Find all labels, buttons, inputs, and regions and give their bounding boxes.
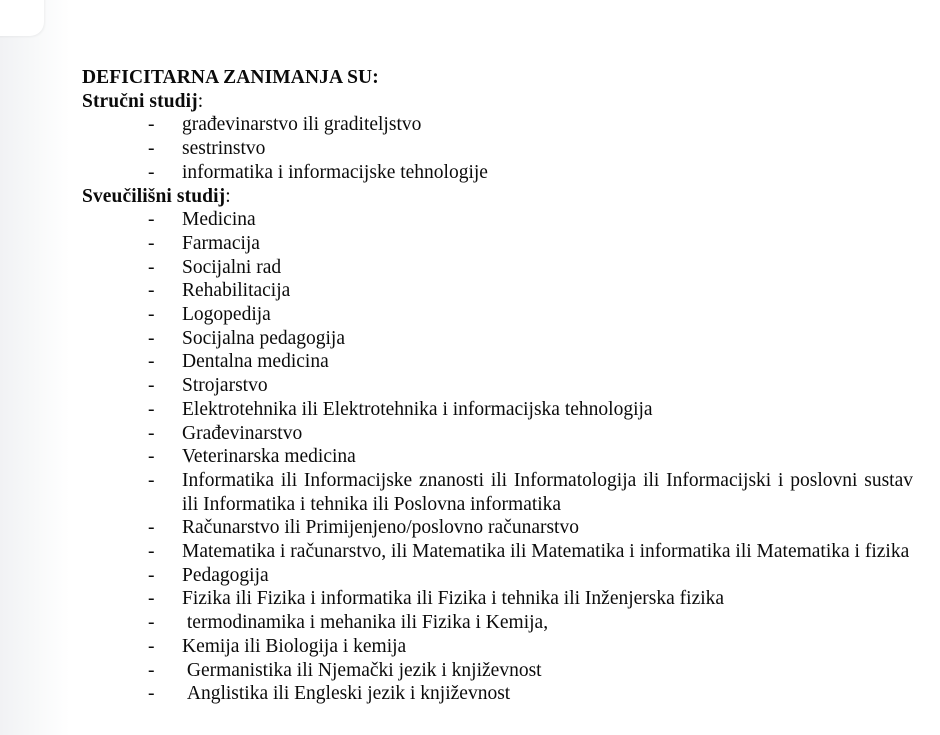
list-item	[82, 682, 913, 706]
list-item-label: informatika i informacijske tehnologije	[182, 161, 488, 183]
bullet-dash: -	[148, 398, 155, 420]
bullet-dash: -	[148, 138, 155, 160]
section-heading-sveucilisni-studij	[82, 185, 913, 209]
list-item-label: Medicina	[182, 209, 256, 231]
bullet-dash: -	[148, 304, 155, 326]
list-item-label: Strojarstvo	[182, 375, 268, 397]
bullet-dash: -	[148, 446, 155, 468]
bullet-dash: -	[148, 375, 155, 397]
list-strucni-studij	[82, 113, 913, 184]
section-heading-strucni-studij	[82, 90, 913, 114]
list-item-label: Računarstvo ili Primijenjeno/poslovno računarstvo	[182, 517, 579, 539]
list-item	[82, 256, 913, 280]
bullet-dash: -	[148, 422, 155, 444]
bullet-dash: -	[148, 161, 155, 183]
list-item-label: građevinarstvo ili graditeljstvo	[182, 114, 422, 136]
list-item	[82, 540, 913, 564]
list-item-label: Kemija ili Biologija i kemija	[182, 635, 407, 657]
list-item	[82, 587, 913, 611]
bullet-dash: -	[148, 280, 155, 302]
list-item	[82, 374, 913, 398]
bullet-dash: -	[148, 327, 155, 349]
list-item	[82, 445, 913, 469]
bullet-dash: -	[148, 469, 155, 491]
list-item-label: Elektrotehnika ili Elektrotehnika i informacijska tehnologija	[182, 398, 653, 420]
list-item	[82, 564, 913, 588]
list-item	[82, 303, 913, 327]
bullet-dash: -	[148, 114, 155, 136]
section-heading-text: Sveučilišni studij	[82, 185, 226, 207]
list-item-label: Veterinarska medicina	[182, 446, 356, 468]
list-item	[82, 327, 913, 351]
section-heading-text: Stručni studij	[82, 90, 198, 112]
list-item-label: sestrinstvo	[182, 138, 266, 160]
bullet-dash: -	[148, 517, 155, 539]
list-item-label: Socijalna pedagogija	[182, 327, 345, 349]
list-item-label: Dentalna medicina	[182, 351, 329, 373]
list-item-label: Pedagogija	[182, 564, 269, 586]
document-body	[82, 66, 918, 706]
bullet-dash: -	[148, 612, 155, 634]
list-item-label: Rehabilitacija	[182, 280, 291, 302]
list-item-label: Socijalni rad	[182, 256, 282, 278]
list-item	[82, 611, 913, 635]
bullet-dash: -	[148, 635, 155, 657]
section-heading-punct: :	[197, 90, 204, 112]
corner-card-artifact	[0, 0, 44, 36]
list-item-label: termodinamika i mehanika ili Fizika i Kemija,	[182, 612, 549, 634]
list-item	[82, 208, 913, 232]
list-item-label: Građevinarstvo	[182, 422, 303, 444]
list-sveucilisni-studij	[82, 208, 918, 706]
list-item	[82, 469, 918, 516]
list-item-label: Anglistika ili Engleski jezik i književnost	[182, 683, 511, 705]
list-item	[82, 137, 913, 161]
list-item	[82, 422, 913, 446]
list-item-label: Informatika ili Informacijske znanosti ili Informatologija ili Informacijski i poslovni sustav ili Informatika i tehnika ili Poslovna informatika	[182, 469, 918, 515]
section-heading-punct: :	[225, 185, 231, 207]
bullet-dash: -	[148, 659, 155, 681]
page-title: DEFICITARNA ZANIMANJA SU:	[82, 67, 379, 88]
list-item-label: Farmacija	[182, 232, 260, 254]
list-item	[82, 161, 913, 185]
list-item	[82, 350, 913, 374]
list-item	[82, 659, 913, 683]
bullet-dash: -	[148, 541, 155, 563]
list-item-label: Matematika i računarstvo, ili Matematika ili Matematika i informatika ili Matematika i fizika	[182, 541, 910, 563]
bullet-dash: -	[148, 683, 155, 705]
list-item	[82, 232, 913, 256]
bullet-dash: -	[148, 232, 155, 254]
list-item	[82, 516, 913, 540]
list-item-label: Germanistika ili Njemački jezik i književnost	[182, 659, 542, 681]
bullet-dash: -	[148, 209, 155, 231]
bullet-dash: -	[148, 588, 155, 610]
list-item	[82, 398, 913, 422]
bullet-dash: -	[148, 256, 155, 278]
list-item-label: Logopedija	[182, 304, 271, 326]
bullet-dash: -	[148, 351, 155, 373]
list-item-label: Fizika ili Fizika i informatika ili Fizika i tehnika ili Inženjerska fizika	[182, 588, 725, 610]
bullet-dash: -	[148, 564, 155, 586]
left-edge-gradient	[0, 0, 70, 735]
list-item	[82, 113, 913, 137]
list-item	[82, 635, 913, 659]
list-item	[82, 279, 913, 303]
